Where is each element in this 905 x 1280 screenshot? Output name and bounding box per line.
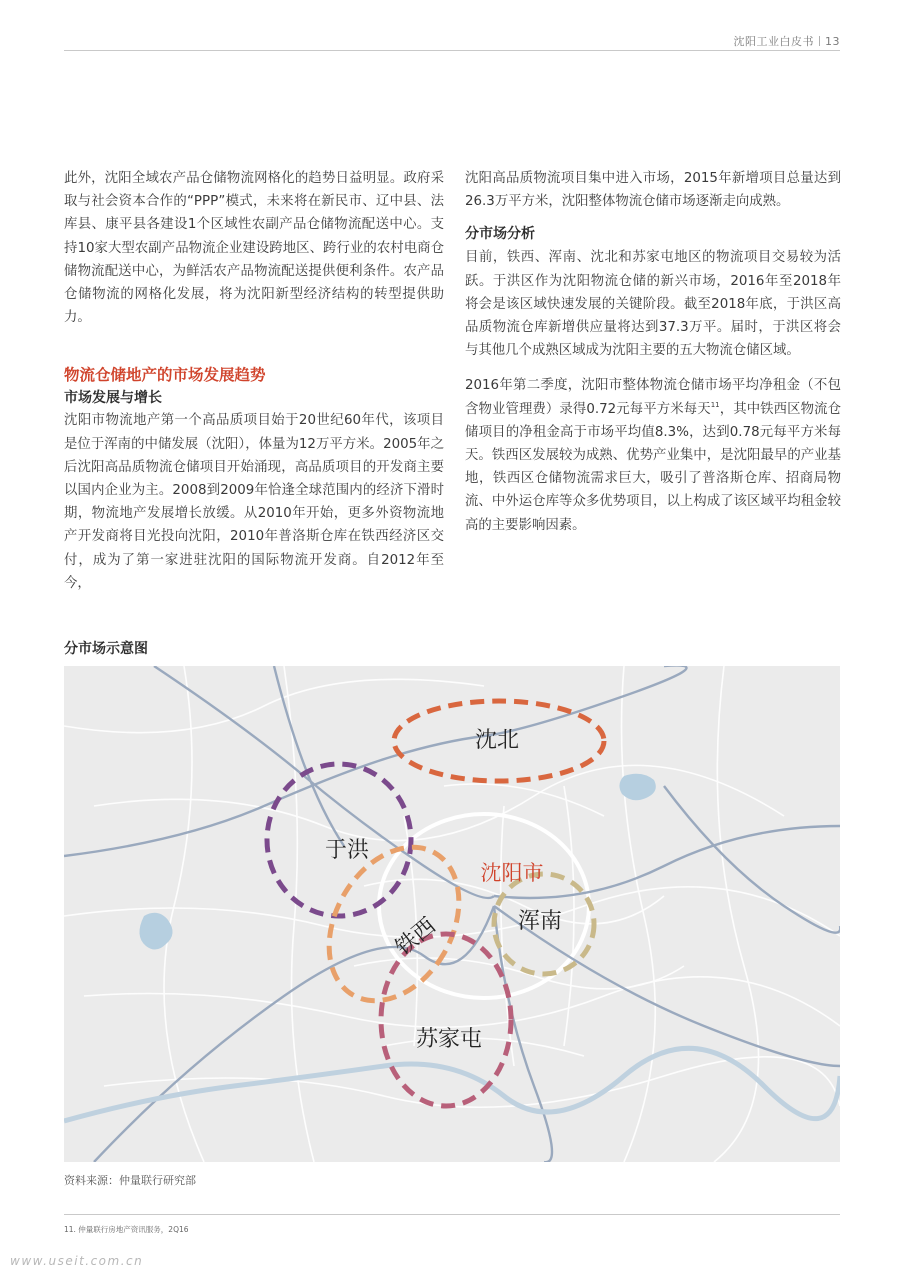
header-title: 沈阳工业白皮书 [733,35,814,48]
section-title: 物流仓储地产的市场发展趋势 [64,366,266,385]
intro-paragraph: 此外，沈阳全域农产品仓储物流网格化的趋势日益明显。政府采取与社会资本合作的“PPP”模式，未来将在新民市、辽中县、法库县、康平县各建设1个区域性农副产品仓储物流配送中心。支持10家大型农副产品物流企业建设跨地区、跨行业的农村电商仓储物流配送中心，为鲜活农产品物流配送提供便利条件。农产品仓储物流的网格化发展，将为沈阳新型经济结构的转型提供助力。 [64,171,444,326]
market-growth-paragraph: 沈阳市物流地产第一个高品质项目始于20世纪60年代，该项目是位于浑南的中储发展（沈阳），体量为12万平方米。2005年之后沈阳高品质物流仓储项目开始涌现，高品质项目的开发商主要以国内企业为主。2008到2009年恰逢全球范围内的经济下滑时期，物流地产发展增长放缓。从2010年开始，更多外资物流地产开发商将目光投向沈阳，2010年普洛斯仓库在铁西经济区交付，成为了第一家进驻沈阳的国际物流开发商。自2012年至今， [64,413,444,591]
subheading-market-growth: 市场发展与增长 [64,390,162,407]
label-shenbei: 沈北 [474,728,520,753]
map-source: 资料来源：仲量联行研究部 [64,1174,196,1187]
continuation-paragraph: 沈阳高品质物流项目集中进入市场，2015年新增项目总量达到26.3万平方米，沈阳整体物流仓储市场逐渐走向成熟。 [465,171,841,210]
footnote-text: 11. 仲量联行房地产资讯服务，2Q16 [64,1225,189,1234]
label-sujiatun: 苏家屯 [415,1027,483,1052]
footnote-reference: 11 [710,400,720,409]
left-column [64,167,444,595]
subheading-submarket: 分市场分析 [465,226,535,243]
map-title: 分市场示意图 [64,641,148,657]
page-number: 13 [825,35,840,48]
header-rule [64,50,840,51]
rent-text-b: ，其中铁西区物流仓储项目的净租金高于市场平均值8.3%，达到0.78元每平方米每天。铁西区发展较为成熟、优势产业集中，是沈阳最早的产业基地，铁西区仓储物流需求巨大，吸引了普洛斯仓库、招商局物流、中外运仓库等众多优势项目，以上构成了该区域平均租金较高的主要影响因素。 [465,401,841,533]
expressways [64,666,840,1162]
submarket-paragraph: 目前，铁西、浑南、沈北和苏家屯地区的物流项目交易较为活跃。于洪区作为沈阳物流仓储的新兴市场，2016年至2018年将会是该区域快速发展的关键阶段。截至2018年底，于洪区高品质物流仓库新增供应量将达到37.3万平。届时，于洪区将会与其他几个成熟区域成为沈阳主要的五大物流仓储区域。 [465,250,841,359]
label-city: 沈阳市 [480,861,544,885]
page-header [734,33,841,49]
label-hunnan: 浑南 [517,909,563,934]
label-yuhong: 于洪 [324,838,370,863]
watermark: www.useit.com.cn [10,1254,144,1268]
right-column [465,167,841,537]
label-tiexi: 铁西 [391,913,441,961]
header-separator [819,36,820,46]
footer-rule [64,1214,840,1215]
map-graphic [64,666,840,1162]
rent-paragraph [465,374,841,536]
rent-text-a: 2016年第二季度，沈阳市整体物流仓储市场平均净租金（不包含物业管理费）录得0.72元每平方米每天 [465,378,841,417]
river [64,1048,840,1121]
submarket-map [64,666,840,1162]
lake [619,774,655,801]
